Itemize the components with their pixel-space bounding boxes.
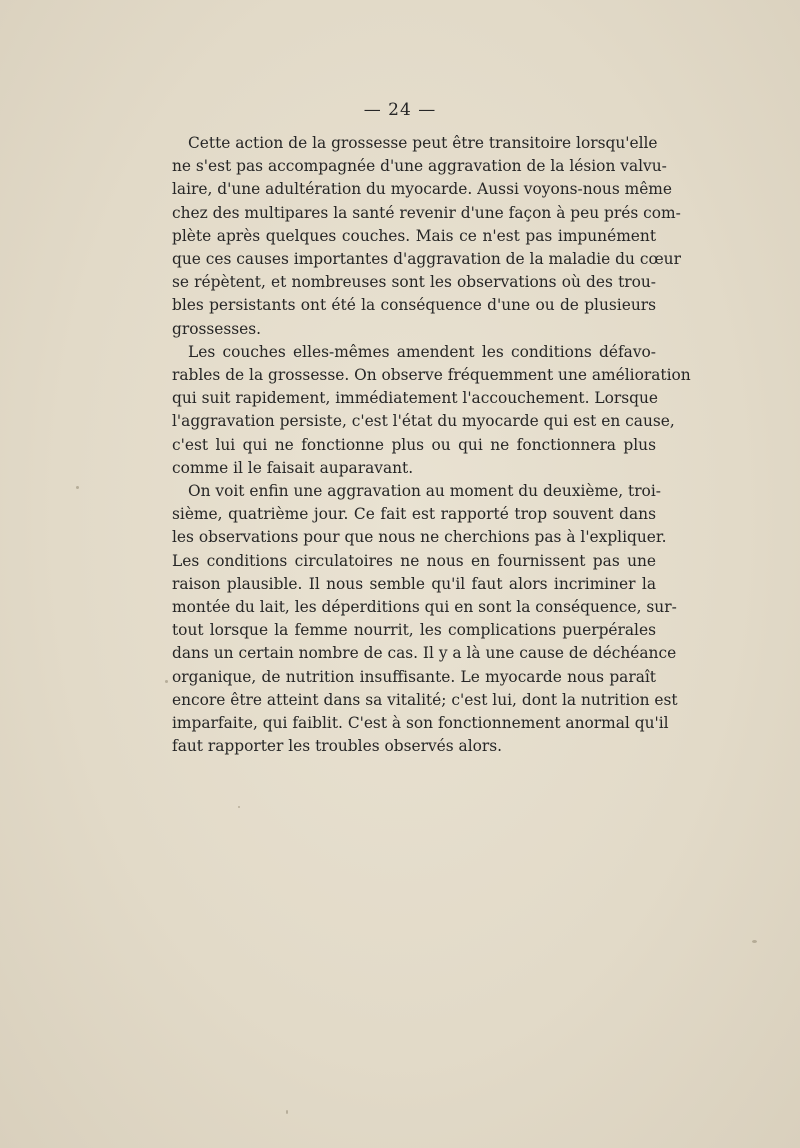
text-line: plète après quelques couches. Mais ce n'est pas impunément <box>172 226 656 245</box>
text-line: les observations pour que nous ne cherchions pas à l'expliquer. <box>172 528 667 547</box>
text-line: bles persistants ont été la conséquence d'une ou de plusieurs <box>172 296 656 315</box>
text-line: ne s'est pas accompagnée d'une aggravation de la lésion valvu- <box>172 157 667 176</box>
text-line: Les couches elles-mêmes amendent les conditions défavo- <box>188 342 656 361</box>
text-line: l'aggravation persiste, c'est l'état du myocarde qui est en cause, <box>172 412 675 431</box>
page-number: — 24 — <box>363 100 437 120</box>
text-line: montée du lait, les déperditions qui en sont la conséquence, sur- <box>172 598 677 617</box>
text-line: faut rapporter les troubles observés alors. <box>172 737 503 756</box>
text-line: organique, de nutrition insuffisante. Le myocarde nous paraît <box>172 667 656 686</box>
paper-speck <box>286 1110 288 1114</box>
text-line: raison plausible. Il nous semble qu'il faut alors incriminer la <box>172 574 656 593</box>
text-line: c'est lui qui ne fonctionne plus ou qui ne fonctionnera plus <box>172 435 656 454</box>
paper-speck <box>238 806 240 808</box>
text-line: tout lorsque la femme nourrit, les complications puerpérales <box>172 621 656 640</box>
text-line: sième, quatrième jour. Ce fait est rapporté trop souvent dans <box>172 505 656 524</box>
text-line: imparfaite, qui faiblit. C'est à son fonctionnement anormal qu'il <box>172 714 669 733</box>
text-line: se répètent, et nombreuses sont les observations où des trou- <box>172 273 656 292</box>
paper-speck <box>76 486 79 489</box>
text-line: encore être atteint dans sa vitalité; c'est lui, dont la nutrition est <box>172 690 678 709</box>
text-line: dans un certain nombre de cas. Il y a là une cause de déchéance <box>172 644 677 663</box>
text-line: qui suit rapidement, immédiatement l'accouchement. Lorsque <box>172 389 658 408</box>
text-line: Cette action de la grossesse peut être transitoire lorsqu'elle <box>188 134 658 152</box>
text-line: comme il le faisait auparavant. <box>172 458 414 477</box>
text-line: grossesses. <box>172 319 262 338</box>
text-line: On voit enfin une aggravation au moment du deuxième, troi- <box>188 482 661 501</box>
text-line: Les conditions circulatoires ne nous en fournissent pas une <box>172 551 656 570</box>
text-line: que ces causes importantes d'aggravation de la maladie du cœur <box>172 250 681 269</box>
text-line: chez des multipares la santé revenir d'une façon à peu prés com- <box>172 203 681 222</box>
text-line: rables de la grossesse. On observe fréquemment une amélioration <box>172 366 691 385</box>
paper-speck <box>165 680 168 683</box>
text-line: laire, d'une adultération du myocarde. Aussi voyons-nous même <box>172 180 673 199</box>
paper-speck <box>752 940 757 943</box>
body-text <box>172 132 691 758</box>
